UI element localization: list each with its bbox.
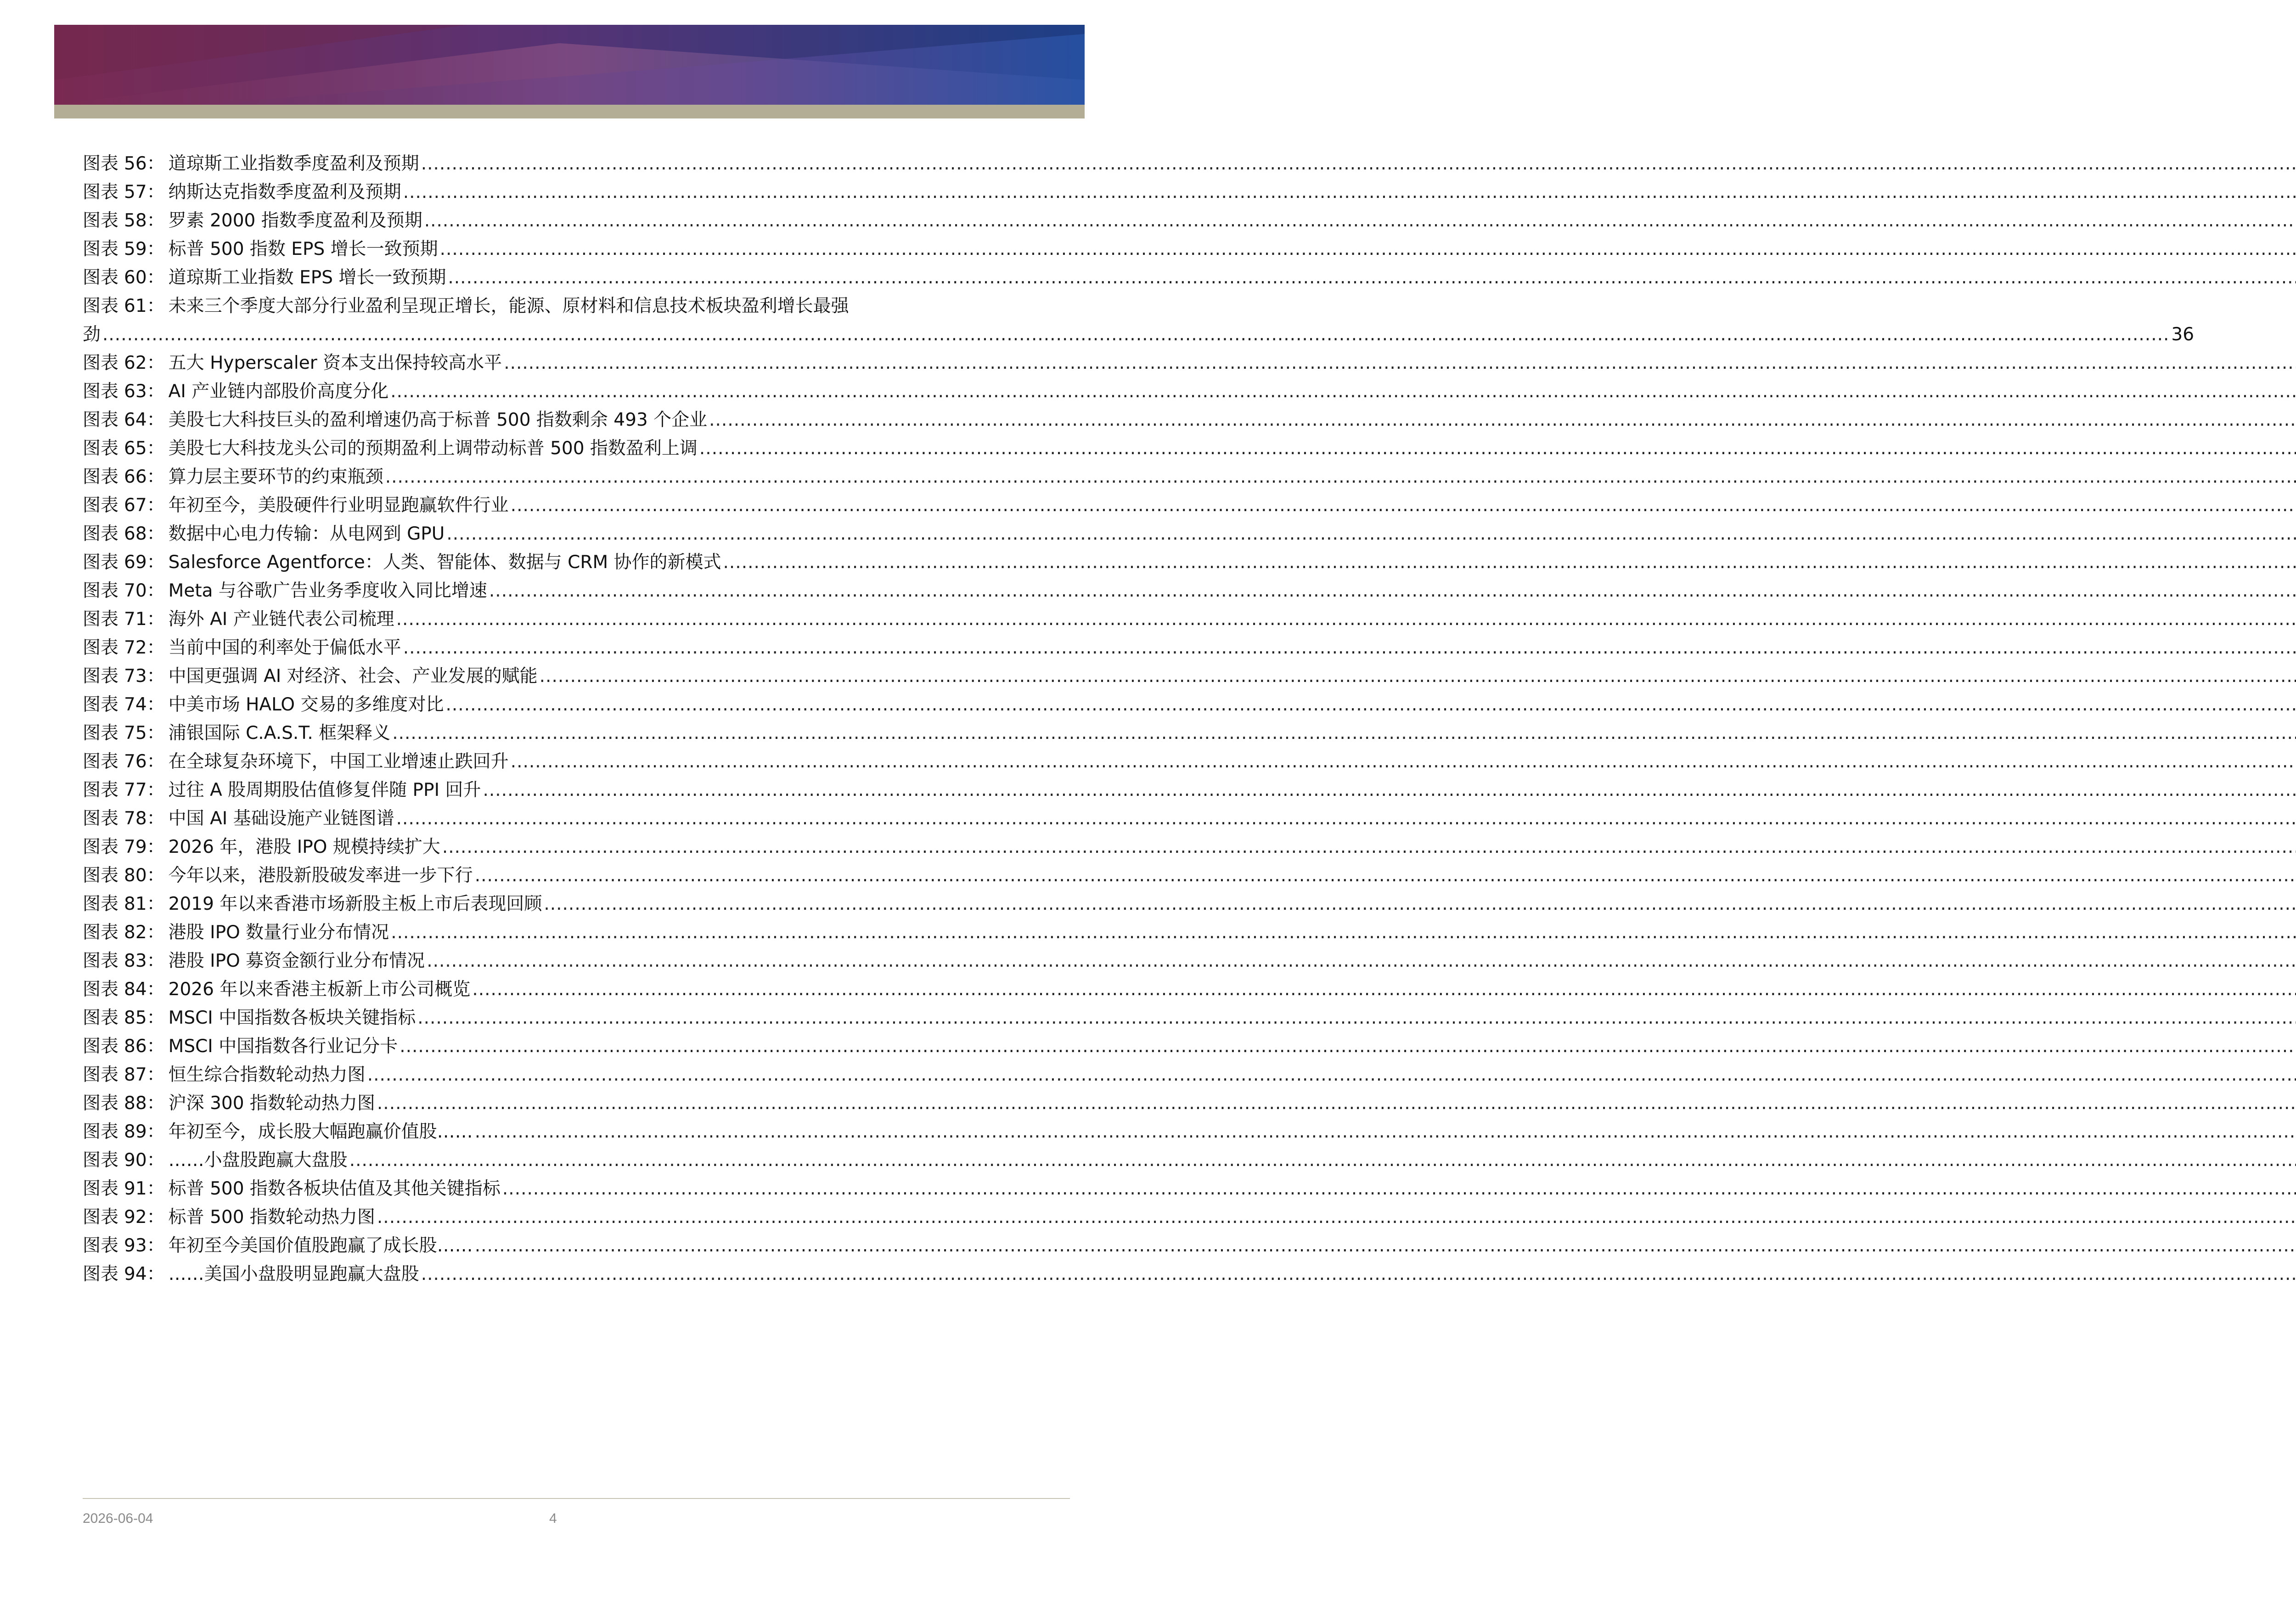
toc-entry[interactable]	[83, 862, 1050, 890]
toc-entry-title: Salesforce Agentforce：人类、智能体、数据与 CRM 协作的新模式	[168, 552, 721, 573]
toc-entry-prefix: 图表	[83, 296, 119, 316]
toc-entry-prefix: 图表	[83, 979, 119, 1000]
header-banner	[54, 25, 1085, 105]
toc-entry-number: 61	[124, 296, 147, 316]
toc-entry-colon: ：	[146, 951, 165, 971]
toc-entry-prefix: 图表	[83, 239, 119, 259]
toc-entry-colon: ：	[146, 239, 165, 259]
toc-entry-number: 85	[124, 1008, 147, 1028]
toc-entry-prefix: 图表	[83, 694, 119, 715]
toc-entry-number: 79	[124, 837, 147, 857]
toc-entry-title: 标普 500 指数各板块估值及其他关键指标	[168, 1178, 501, 1199]
toc-entry-number: 65	[124, 438, 147, 459]
toc-entry-title: 未来三个季度大部分行业盈利呈现正增长，能源、原材料和信息技术板块盈利增长最强	[168, 296, 849, 316]
toc-entry-title: 海外 AI 产业链代表公司梳理	[168, 609, 394, 630]
toc-entry-prefix: 图表	[83, 922, 119, 943]
toc-entry-number: 57	[124, 182, 147, 203]
toc-dot-leader	[709, 406, 2296, 434]
toc-entry-colon: ：	[146, 467, 165, 487]
toc-entry-prefix: 图表	[83, 524, 119, 544]
toc-entry-colon: ：	[146, 1235, 165, 1256]
toc-entry[interactable]	[83, 1203, 1050, 1232]
toc-entry-number: 82	[124, 922, 147, 943]
toc-dot-leader	[377, 1203, 2296, 1232]
toc-entry-colon: ：	[146, 666, 165, 687]
toc-dot-leader	[475, 862, 2296, 890]
toc-entry-number: 63	[124, 381, 147, 402]
toc-entry-prefix: 图表	[83, 666, 119, 687]
toc-entry-number: 86	[124, 1036, 147, 1057]
toc-entry-title: 今年以来，港股新股破发率进一步下行	[168, 865, 473, 886]
toc-dot-leader	[390, 377, 2296, 406]
toc-dot-leader	[544, 890, 2296, 918]
header-banner-graphic	[54, 25, 1085, 105]
toc-entry-number: 91	[124, 1178, 147, 1199]
toc-entry-number: 72	[124, 637, 147, 658]
toc-dot-leader	[403, 634, 2296, 662]
toc-entry-colon: ：	[146, 1121, 165, 1142]
toc-entry-prefix: 图表	[83, 1036, 119, 1057]
toc-entry-prefix: 图表	[83, 182, 119, 203]
toc-entry[interactable]	[83, 434, 1050, 463]
toc-entry-colon: ：	[146, 267, 165, 288]
toc-entry-number: 75	[124, 723, 147, 744]
toc-entry-prefix: 图表	[83, 467, 119, 487]
toc-entry-prefix: 图表	[83, 267, 119, 288]
toc-dot-leader	[421, 150, 2296, 178]
toc-entry-title: ……美国小盘股明显跑赢大盘股	[168, 1264, 419, 1284]
toc-entry[interactable]	[83, 406, 1050, 434]
toc-entry-number: 89	[124, 1121, 147, 1142]
toc-entry-prefix: 图表	[83, 837, 119, 857]
toc-dot-leader	[475, 1118, 2296, 1146]
toc-entry[interactable]	[83, 776, 1050, 805]
toc-dot-leader	[442, 833, 2296, 862]
toc-entry[interactable]	[83, 491, 1050, 520]
toc-entry-title: 2026 年以来香港主板新上市公司概览	[168, 979, 471, 1000]
toc-entry-prefix: 图表	[83, 865, 119, 886]
toc-entry-prefix: 图表	[83, 1264, 119, 1284]
toc-entry-title: 算力层主要环节的约束瓶颈	[168, 467, 383, 487]
toc-entry-title: 浦银国际 C.A.S.T. 框架释义	[168, 723, 391, 744]
toc-entry-colon: ：	[146, 353, 165, 373]
toc-entry[interactable]	[83, 520, 1050, 548]
toc-entry[interactable]	[83, 805, 1050, 833]
toc-entry-number: 84	[124, 979, 147, 1000]
toc-entry-prefix: 图表	[83, 410, 119, 430]
toc-entry-number: 76	[124, 751, 147, 772]
toc-dot-leader	[385, 463, 2296, 491]
toc-dot-leader	[102, 321, 2169, 349]
toc-entry[interactable]	[83, 349, 1050, 377]
toc-entry-prefix: 图表	[83, 580, 119, 601]
toc-entry[interactable]	[83, 947, 1050, 975]
toc-entry-title: 数据中心电力传输：从电网到 GPU	[168, 524, 445, 544]
toc-entry-title: 美股七大科技龙头公司的预期盈利上调带动标普 500 指数盈利上调	[168, 438, 698, 459]
toc-entry[interactable]	[83, 178, 1050, 207]
toc-dot-leader	[377, 1089, 2296, 1118]
toc-dot-leader	[699, 434, 2296, 463]
toc-entry-prefix: 图表	[83, 1235, 119, 1256]
toc-entry-prefix: 图表	[83, 552, 119, 573]
toc-entry-title: ……小盘股跑赢大盘股	[168, 1150, 348, 1171]
toc-entry-title: 道琼斯工业指数季度盈利及预期	[168, 153, 419, 174]
toc-entry-prefix: 图表	[83, 210, 119, 231]
toc-entry-colon: ：	[146, 210, 165, 231]
toc-entry-colon: ：	[146, 780, 165, 800]
toc-entry-title: 标普 500 指数轮动热力图	[168, 1207, 375, 1228]
toc-entry-number: 69	[124, 552, 147, 573]
footer-page-number: 4	[549, 1511, 557, 1526]
toc-entry-number: 67	[124, 495, 147, 516]
toc-entry-number: 94	[124, 1264, 147, 1284]
toc-entry[interactable]	[83, 1089, 1050, 1118]
toc-entry-colon: ：	[146, 865, 165, 886]
toc-entry-title: 纳斯达克指数季度盈利及预期	[168, 182, 401, 203]
toc-entry-title: 2019 年以来香港市场新股主板上市后表现回顾	[168, 894, 542, 914]
figure-list	[83, 150, 2195, 1289]
toc-entry-title: 标普 500 指数 EPS 增长一致预期	[168, 239, 438, 259]
toc-entry[interactable]	[83, 1260, 1050, 1289]
toc-entry-colon: ：	[146, 808, 165, 829]
toc-entry[interactable]	[83, 1146, 1050, 1175]
toc-entry-number: 77	[124, 780, 147, 800]
toc-entry-title: 五大 Hyperscaler 资本支出保持较高水平	[168, 353, 502, 373]
toc-entry-title: AI 产业链内部股价高度分化	[168, 381, 389, 402]
toc-entry-title: 道琼斯工业指数 EPS 增长一致预期	[168, 267, 446, 288]
toc-entry[interactable]	[83, 833, 1050, 862]
toc-entry-colon: ：	[146, 979, 165, 1000]
toc-dot-leader	[472, 975, 2296, 1004]
toc-entry-number: 60	[124, 267, 147, 288]
toc-entry-colon: ：	[146, 182, 165, 203]
toc-entry-number: 74	[124, 694, 147, 715]
toc-entry-number: 87	[124, 1065, 147, 1085]
toc-entry[interactable]	[83, 719, 1050, 748]
toc-entry-title: MSCI 中国指数各行业记分卡	[168, 1036, 398, 1057]
toc-dot-leader	[403, 178, 2296, 207]
toc-dot-leader	[417, 1004, 2296, 1032]
toc-entry-number: 92	[124, 1207, 147, 1228]
toc-entry-colon: ：	[146, 837, 165, 857]
toc-entry-prefix: 图表	[83, 751, 119, 772]
toc-entry-number: 80	[124, 865, 147, 886]
toc-dot-leader	[475, 1232, 2296, 1260]
toc-entry[interactable]	[83, 292, 2195, 349]
toc-entry-title: Meta 与谷歌广告业务季度收入同比增速	[168, 580, 487, 601]
toc-dot-leader	[483, 776, 2296, 805]
toc-entry-prefix: 图表	[83, 1178, 119, 1199]
toc-entry-title: 年初至今美国价值股跑赢了成长股……	[168, 1235, 473, 1256]
toc-entry[interactable]	[83, 1175, 1050, 1203]
toc-dot-leader	[511, 491, 2296, 520]
toc-entry-colon: ：	[146, 1065, 165, 1085]
toc-entry-title: 当前中国的利率处于偏低水平	[168, 637, 401, 658]
toc-entry-title: 2026 年，港股 IPO 规模持续扩大	[168, 837, 440, 857]
toc-dot-leader	[400, 1032, 2296, 1061]
toc-dot-leader	[421, 1260, 2296, 1289]
toc-entry-prefix: 图表	[83, 1093, 119, 1114]
toc-entry[interactable]	[83, 975, 1050, 1004]
toc-entry-colon: ：	[146, 580, 165, 601]
toc-entry-title: 港股 IPO 募资金额行业分布情况	[168, 951, 425, 971]
toc-entry-prefix: 图表	[83, 609, 119, 630]
toc-entry-number: 70	[124, 580, 147, 601]
toc-entry-title: 中美市场 HALO 交易的多维度对比	[168, 694, 444, 715]
toc-entry-title: 在全球复杂环境下，中国工业增速止跌回升	[168, 751, 509, 772]
toc-entry-title: 美股七大科技巨头的盈利增速仍高于标普 500 指数剩余 493 个企业	[168, 410, 708, 430]
toc-entry-colon: ：	[146, 694, 165, 715]
toc-entry[interactable]	[83, 548, 1050, 577]
toc-entry-title: 过往 A 股周期股估值修复伴随 PPI 回升	[168, 780, 481, 800]
toc-dot-leader	[504, 349, 2296, 377]
toc-entry-colon: ：	[146, 438, 165, 459]
toc-entry[interactable]	[83, 748, 1050, 776]
toc-entry-prefix: 图表	[83, 1008, 119, 1028]
toc-entry-colon: ：	[146, 894, 165, 914]
toc-dot-leader	[723, 548, 2296, 577]
toc-dot-leader	[427, 947, 2296, 975]
toc-entry[interactable]	[83, 662, 1050, 691]
toc-entry[interactable]	[83, 264, 1050, 292]
toc-entry[interactable]	[83, 1232, 1050, 1260]
toc-entry-colon: ：	[146, 751, 165, 772]
toc-entry-prefix: 图表	[83, 438, 119, 459]
toc-entry-prefix: 图表	[83, 894, 119, 914]
toc-entry-colon: ：	[146, 296, 165, 316]
toc-entry-colon: ：	[146, 922, 165, 943]
toc-entry[interactable]	[83, 890, 1050, 918]
toc-entry-colon: ：	[146, 552, 165, 573]
toc-entry-prefix: 图表	[83, 723, 119, 744]
toc-entry-prefix: 图表	[83, 1207, 119, 1228]
toc-entry-number: 58	[124, 210, 147, 231]
toc-dot-leader	[511, 748, 2296, 776]
toc-entry[interactable]	[83, 235, 1050, 264]
toc-dot-leader	[392, 719, 2296, 748]
toc-entry-colon: ：	[146, 1036, 165, 1057]
toc-entry-title: MSCI 中国指数各板块关键指标	[168, 1008, 416, 1028]
toc-dot-leader	[391, 918, 2296, 947]
toc-dot-leader	[540, 662, 2296, 691]
toc-dot-leader	[349, 1146, 2296, 1175]
toc-entry-number: 71	[124, 609, 147, 630]
toc-entry-title: 港股 IPO 数量行业分布情况	[168, 922, 389, 943]
toc-entry-prefix: 图表	[83, 1121, 119, 1142]
toc-entry-colon: ：	[146, 637, 165, 658]
toc-entry-number: 83	[124, 951, 147, 971]
toc-entry[interactable]	[83, 605, 1050, 634]
toc-entry-colon: ：	[146, 609, 165, 630]
toc-entry-prefix: 图表	[83, 1065, 119, 1085]
toc-entry-colon: ：	[146, 524, 165, 544]
toc-entry-number: 68	[124, 524, 147, 544]
toc-entry-title: 年初至今，美股硬件行业明显跑赢软件行业	[168, 495, 509, 516]
toc-entry-title: 沪深 300 指数轮动热力图	[168, 1093, 375, 1114]
toc-entry[interactable]	[83, 577, 1050, 605]
toc-entry-number: 81	[124, 894, 147, 914]
toc-entry-number: 62	[124, 353, 147, 373]
toc-entry-number: 64	[124, 410, 147, 430]
toc-entry-title: 罗素 2000 指数季度盈利及预期	[168, 210, 422, 231]
toc-entry-colon: ：	[146, 1178, 165, 1199]
toc-entry-number: 66	[124, 467, 147, 487]
toc-entry-prefix: 图表	[83, 637, 119, 658]
toc-entry[interactable]	[83, 1061, 1050, 1089]
toc-entry-title: 中国 AI 基础设施产业链图谱	[168, 808, 394, 829]
toc-entry-title: 年初至今，成长股大幅跑赢价值股……	[168, 1121, 473, 1142]
toc-entry-prefix: 图表	[83, 495, 119, 516]
toc-entry-number: 56	[124, 153, 147, 174]
toc-entry-colon: ：	[146, 153, 165, 174]
toc-entry[interactable]	[83, 207, 1050, 235]
header-accent-bar	[54, 105, 1085, 118]
toc-entry-prefix: 图表	[83, 808, 119, 829]
toc-entry-colon: ：	[146, 1008, 165, 1028]
footer-divider	[83, 1498, 1070, 1499]
toc-entry-title-continued: 劲	[83, 324, 101, 345]
toc-entry[interactable]	[83, 918, 1050, 947]
toc-dot-leader	[424, 207, 2296, 235]
toc-dot-leader	[446, 691, 2296, 719]
toc-dot-leader	[489, 577, 2296, 605]
toc-dot-leader	[448, 264, 2296, 292]
toc-entry-prefix: 图表	[83, 381, 119, 402]
toc-dot-leader	[367, 1061, 2296, 1089]
toc-entry-prefix: 图表	[83, 353, 119, 373]
toc-dot-leader	[446, 520, 2296, 548]
toc-entry-colon: ：	[146, 381, 165, 402]
toc-entry-number: 90	[124, 1150, 147, 1171]
toc-entry-title: 恒生综合指数轮动热力图	[168, 1065, 366, 1085]
toc-dot-leader	[440, 235, 2296, 264]
toc-entry[interactable]	[83, 634, 1050, 662]
toc-entry[interactable]	[83, 1032, 1050, 1061]
toc-dot-leader	[502, 1175, 2296, 1203]
toc-entry[interactable]	[83, 1004, 1050, 1032]
toc-entry-colon: ：	[146, 1093, 165, 1114]
toc-entry-colon: ：	[146, 1207, 165, 1228]
toc-entry-prefix: 图表	[83, 951, 119, 971]
toc-entry[interactable]	[83, 377, 1050, 406]
toc-entry-colon: ：	[146, 495, 165, 516]
toc-entry-number: 78	[124, 808, 147, 829]
toc-entry-number: 88	[124, 1093, 147, 1114]
toc-entry-colon: ：	[146, 1264, 165, 1284]
toc-entry-page: 36	[2171, 324, 2195, 345]
toc-entry-number: 73	[124, 666, 147, 687]
toc-entry-colon: ：	[146, 410, 165, 430]
toc-entry-prefix: 图表	[83, 780, 119, 800]
toc-entry-prefix: 图表	[83, 153, 119, 174]
toc-entry[interactable]	[83, 463, 1050, 491]
toc-entry-title: 中国更强调 AI 对经济、社会、产业发展的赋能	[168, 666, 538, 687]
toc-dot-leader	[396, 805, 2296, 833]
footer-date: 2026-06-04	[83, 1511, 153, 1526]
toc-entry-colon: ：	[146, 723, 165, 744]
toc-entry-prefix: 图表	[83, 1150, 119, 1171]
toc-entry-colon: ：	[146, 1150, 165, 1171]
toc-entry[interactable]	[83, 691, 1050, 719]
toc-entry-number: 59	[124, 239, 147, 259]
toc-entry-number: 93	[124, 1235, 147, 1256]
toc-entry[interactable]	[83, 1118, 1050, 1146]
toc-dot-leader	[396, 605, 2296, 634]
toc-entry[interactable]	[83, 150, 1050, 178]
